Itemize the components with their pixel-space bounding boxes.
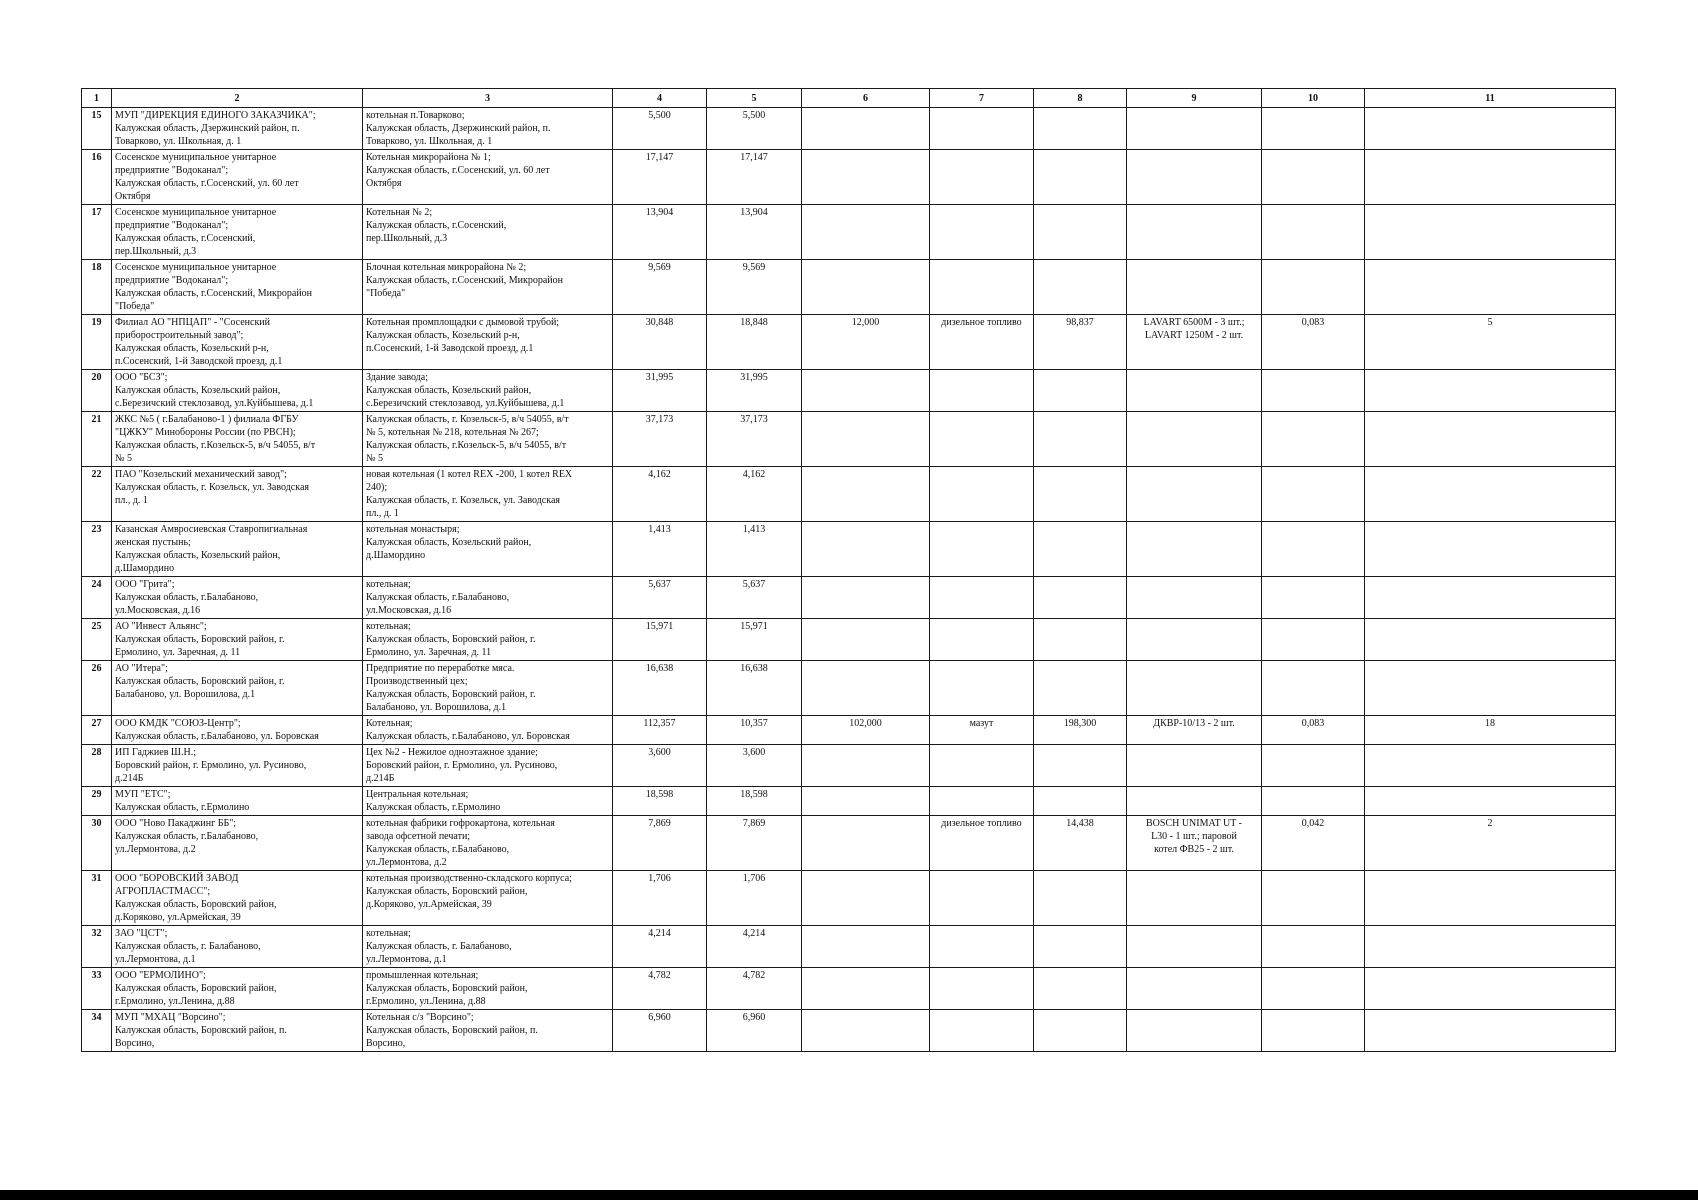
table-row (82, 871, 1616, 926)
table-body (82, 108, 1616, 1052)
row-number: 33 (82, 968, 112, 1010)
organization-cell: МУП "ЕТС"; Калужская область, г.Ермолино (112, 787, 363, 816)
col11-value (1365, 619, 1616, 661)
col6-value (802, 745, 930, 787)
row-number: 16 (82, 150, 112, 205)
col5-value: 13,904 (707, 205, 802, 260)
col10-value (1262, 619, 1365, 661)
facility-cell: котельная; Калужская область, г.Балабаново, ул.Московская, д.16 (363, 577, 613, 619)
table-row (82, 577, 1616, 619)
col10-value (1262, 205, 1365, 260)
facility-cell: промышленная котельная; Калужская область, Боровский район, г.Ермолино, ул.Ленина, д.88 (363, 968, 613, 1010)
col7-value: дизельное топливо (930, 315, 1034, 370)
col10-value (1262, 661, 1365, 716)
col7-value (930, 787, 1034, 816)
row-number: 19 (82, 315, 112, 370)
col5-value: 18,598 (707, 787, 802, 816)
col10-value (1262, 108, 1365, 150)
col9-value (1127, 370, 1262, 412)
col11-value: 18 (1365, 716, 1616, 745)
col9-value: BOSCH UNIMAT UT - L30 - 1 шт.; паровой котел ФВ25 - 2 шт. (1127, 816, 1262, 871)
table-row (82, 205, 1616, 260)
boiler-registry-table (81, 88, 1616, 1052)
col11-value (1365, 871, 1616, 926)
table-row (82, 522, 1616, 577)
col10-value (1262, 1010, 1365, 1052)
col10-value: 0,083 (1262, 315, 1365, 370)
col-header-1: 1 (82, 89, 112, 108)
col5-value: 3,600 (707, 745, 802, 787)
col10-value: 0,042 (1262, 816, 1365, 871)
header-row (82, 89, 1616, 108)
row-number: 23 (82, 522, 112, 577)
col-header-4: 4 (613, 89, 707, 108)
col8-value: 14,438 (1034, 816, 1127, 871)
col11-value: 5 (1365, 315, 1616, 370)
table-row (82, 150, 1616, 205)
col11-value (1365, 522, 1616, 577)
col9-value (1127, 108, 1262, 150)
col8-value (1034, 150, 1127, 205)
table-row (82, 716, 1616, 745)
organization-cell: ООО "БОРОВСКИЙ ЗАВОД АГРОПЛАСТМАСС"; Калужская область, Боровский район, д.Коряково, ул.Армейская, 39 (112, 871, 363, 926)
col10-value (1262, 260, 1365, 315)
row-number: 15 (82, 108, 112, 150)
col5-value: 37,173 (707, 412, 802, 467)
table-row (82, 108, 1616, 150)
scan-edge-bar (0, 1190, 1698, 1200)
col4-value: 9,569 (613, 260, 707, 315)
col4-value: 1,413 (613, 522, 707, 577)
col6-value (802, 412, 930, 467)
col9-value (1127, 926, 1262, 968)
organization-cell: Сосенское муниципальное унитарное предприятие "Водоканал"; Калужская область, г.Сосенский, Микрорайон "Победа" (112, 260, 363, 315)
col6-value (802, 968, 930, 1010)
organization-cell: ООО "БСЗ"; Калужская область, Козельский район, с.Березичский стеклозавод, ул.Куйбышева, д.1 (112, 370, 363, 412)
organization-cell: ИП Гаджиев Ш.Н.; Боровский район, г. Ермолино, ул. Русиново, д.214Б (112, 745, 363, 787)
col5-value: 16,638 (707, 661, 802, 716)
col9-value (1127, 787, 1262, 816)
col9-value (1127, 467, 1262, 522)
col7-value (930, 619, 1034, 661)
row-number: 18 (82, 260, 112, 315)
col10-value (1262, 968, 1365, 1010)
col5-value: 9,569 (707, 260, 802, 315)
col-header-10: 10 (1262, 89, 1365, 108)
row-number: 29 (82, 787, 112, 816)
row-number: 25 (82, 619, 112, 661)
row-number: 17 (82, 205, 112, 260)
table-row (82, 1010, 1616, 1052)
col7-value (930, 577, 1034, 619)
col11-value (1365, 1010, 1616, 1052)
col5-value: 10,357 (707, 716, 802, 745)
col-header-3: 3 (363, 89, 613, 108)
col8-value (1034, 205, 1127, 260)
col8-value (1034, 522, 1127, 577)
col5-value: 6,960 (707, 1010, 802, 1052)
col-header-7: 7 (930, 89, 1034, 108)
col11-value (1365, 968, 1616, 1010)
col6-value (802, 522, 930, 577)
col7-value (930, 108, 1034, 150)
col10-value (1262, 150, 1365, 205)
col5-value: 4,782 (707, 968, 802, 1010)
col9-value (1127, 968, 1262, 1010)
col11-value (1365, 926, 1616, 968)
col10-value (1262, 745, 1365, 787)
col8-value (1034, 745, 1127, 787)
row-number: 26 (82, 661, 112, 716)
row-number: 32 (82, 926, 112, 968)
col6-value (802, 150, 930, 205)
col4-value: 4,214 (613, 926, 707, 968)
col6-value (802, 205, 930, 260)
col4-value: 7,869 (613, 816, 707, 871)
col9-value (1127, 522, 1262, 577)
col6-value (802, 787, 930, 816)
col9-value (1127, 260, 1262, 315)
col9-value (1127, 412, 1262, 467)
col7-value (930, 205, 1034, 260)
row-number: 30 (82, 816, 112, 871)
col5-value: 18,848 (707, 315, 802, 370)
organization-cell: ООО "Грита"; Калужская область, г.Балабаново, ул.Московская, д.16 (112, 577, 363, 619)
col4-value: 30,848 (613, 315, 707, 370)
col10-value: 0,083 (1262, 716, 1365, 745)
row-number: 21 (82, 412, 112, 467)
col5-value: 15,971 (707, 619, 802, 661)
col11-value (1365, 787, 1616, 816)
table-row (82, 968, 1616, 1010)
col11-value (1365, 370, 1616, 412)
col8-value (1034, 260, 1127, 315)
row-number: 28 (82, 745, 112, 787)
organization-cell: Сосенское муниципальное унитарное предприятие "Водоканал"; Калужская область, г.Сосенский, пер.Школьный, д.3 (112, 205, 363, 260)
col8-value (1034, 619, 1127, 661)
facility-cell: Котельная микрорайона № 1; Калужская область, г.Сосенский, ул. 60 лет Октября (363, 150, 613, 205)
col8-value (1034, 871, 1127, 926)
col10-value (1262, 522, 1365, 577)
col4-value: 4,162 (613, 467, 707, 522)
col6-value (802, 467, 930, 522)
col7-value (930, 260, 1034, 315)
col6-value (802, 871, 930, 926)
col7-value (930, 412, 1034, 467)
col7-value: мазут (930, 716, 1034, 745)
col11-value (1365, 577, 1616, 619)
col6-value (802, 370, 930, 412)
col5-value: 4,214 (707, 926, 802, 968)
table-row (82, 661, 1616, 716)
col7-value (930, 467, 1034, 522)
col5-value: 1,706 (707, 871, 802, 926)
col4-value: 31,995 (613, 370, 707, 412)
facility-cell: котельная фабрики гофрокартона, котельная завода офсетной печати; Калужская область, г.Балабаново, ул.Лермонтова, д.2 (363, 816, 613, 871)
facility-cell: котельная; Калужская область, Боровский район, г. Ермолино, ул. Заречная, д. 11 (363, 619, 613, 661)
table-row (82, 745, 1616, 787)
col4-value: 5,637 (613, 577, 707, 619)
col5-value: 17,147 (707, 150, 802, 205)
organization-cell: ЖКС №5 ( г.Балабаново-1 ) филиала ФГБУ "ЦЖКУ" Минобороны России (по РВСН); Калужская область, г.Козельск-5, в/ч 54055, в/т № 5 (112, 412, 363, 467)
col5-value: 31,995 (707, 370, 802, 412)
col-header-6: 6 (802, 89, 930, 108)
col6-value: 102,000 (802, 716, 930, 745)
col9-value (1127, 205, 1262, 260)
col9-value (1127, 745, 1262, 787)
col8-value (1034, 1010, 1127, 1052)
table-row (82, 370, 1616, 412)
col8-value (1034, 108, 1127, 150)
col5-value: 5,637 (707, 577, 802, 619)
col8-value: 198,300 (1034, 716, 1127, 745)
table-row (82, 467, 1616, 522)
row-number: 34 (82, 1010, 112, 1052)
col11-value (1365, 412, 1616, 467)
col10-value (1262, 370, 1365, 412)
col-header-5: 5 (707, 89, 802, 108)
col6-value (802, 926, 930, 968)
col6-value (802, 816, 930, 871)
col4-value: 16,638 (613, 661, 707, 716)
facility-cell: Калужская область, г. Козельск-5, в/ч 54055, в/т № 5, котельная № 218, котельная № 267; Калужская область, г.Козельск-5, в/ч 54055, в/т № 5 (363, 412, 613, 467)
col8-value (1034, 661, 1127, 716)
col7-value (930, 661, 1034, 716)
facility-cell: котельная производственно-складского корпуса; Калужская область, Боровский район, д.Коряково, ул.Армейская, 39 (363, 871, 613, 926)
organization-cell: ООО "ЕРМОЛИНО"; Калужская область, Боровский район, г.Ермолино, ул.Ленина, д.88 (112, 968, 363, 1010)
table-row (82, 787, 1616, 816)
organization-cell: ООО КМДК "СОЮЗ-Центр"; Калужская область, г.Балабаново, ул. Боровская (112, 716, 363, 745)
col4-value: 112,357 (613, 716, 707, 745)
facility-cell: Котельная промплощадки с дымовой трубой; Калужская область, Козельский р-н, п.Сосенский, 1-й Заводской проезд, д.1 (363, 315, 613, 370)
organization-cell: АО "Инвест Альянс"; Калужская область, Боровский район, г. Ермолино, ул. Заречная, д. 11 (112, 619, 363, 661)
col10-value (1262, 577, 1365, 619)
organization-cell: ООО "Ново Пакаджинг ББ"; Калужская область, г.Балабаново, ул.Лермонтова, д.2 (112, 816, 363, 871)
col11-value (1365, 108, 1616, 150)
col10-value (1262, 412, 1365, 467)
col4-value: 6,960 (613, 1010, 707, 1052)
table-row (82, 260, 1616, 315)
col9-value (1127, 577, 1262, 619)
col7-value (930, 926, 1034, 968)
col8-value (1034, 577, 1127, 619)
col7-value (930, 370, 1034, 412)
col10-value (1262, 871, 1365, 926)
organization-cell: МУП "МХАЦ "Ворсино"; Калужская область, Боровский район, п. Ворсино, (112, 1010, 363, 1052)
col8-value (1034, 968, 1127, 1010)
col9-value: ДКВР-10/13 - 2 шт. (1127, 716, 1262, 745)
table-row (82, 926, 1616, 968)
col7-value (930, 522, 1034, 577)
col11-value (1365, 260, 1616, 315)
col10-value (1262, 787, 1365, 816)
col7-value: дизельное топливо (930, 816, 1034, 871)
col7-value (930, 745, 1034, 787)
organization-cell: МУП "ДИРЕКЦИЯ ЕДИНОГО ЗАКАЗЧИКА"; Калужская область, Дзержинский район, п. Товарково, ул. Школьная, д. 1 (112, 108, 363, 150)
col7-value (930, 1010, 1034, 1052)
facility-cell: новая котельная (1 котел REX -200, 1 котел REX 240); Калужская область, г. Козельск, ул. Заводская пл., д. 1 (363, 467, 613, 522)
col4-value: 3,600 (613, 745, 707, 787)
row-number: 24 (82, 577, 112, 619)
facility-cell: котельная монастыря; Калужская область, Козельский район, д.Шамордино (363, 522, 613, 577)
table-row (82, 412, 1616, 467)
facility-cell: Цех №2 - Нежилое одноэтажное здание; Боровский район, г. Ермолино, ул. Русиново, д.214Б (363, 745, 613, 787)
col-header-11: 11 (1365, 89, 1616, 108)
col6-value (802, 108, 930, 150)
col8-value: 98,837 (1034, 315, 1127, 370)
col8-value (1034, 787, 1127, 816)
organization-cell: ПАО "Козельский механический завод"; Калужская область, г. Козельск, ул. Заводская пл., д. 1 (112, 467, 363, 522)
col9-value: LAVART 6500M - 3 шт.; LAVART 1250M - 2 шт. (1127, 315, 1262, 370)
col4-value: 15,971 (613, 619, 707, 661)
col4-value: 1,706 (613, 871, 707, 926)
organization-cell: Сосенское муниципальное унитарное предприятие "Водоканал"; Калужская область, г.Сосенский, ул. 60 лет Октября (112, 150, 363, 205)
col5-value: 7,869 (707, 816, 802, 871)
col6-value (802, 577, 930, 619)
facility-cell: котельная; Калужская область, г. Балабаново, ул.Лермонтова, д.1 (363, 926, 613, 968)
col10-value (1262, 467, 1365, 522)
col11-value: 2 (1365, 816, 1616, 871)
table-row (82, 816, 1616, 871)
col11-value (1365, 467, 1616, 522)
facility-cell: Блочная котельная микрорайона № 2; Калужская область, г.Сосенский, Микрорайон "Победа" (363, 260, 613, 315)
row-number: 27 (82, 716, 112, 745)
col-header-9: 9 (1127, 89, 1262, 108)
row-number: 22 (82, 467, 112, 522)
organization-cell: Филиал АО "НПЦАП" - "Сосенский приборостроительный завод"; Калужская область, Козельский р-н, п.Сосенский, 1-й Заводской проезд, д.1 (112, 315, 363, 370)
facility-cell: Котельная; Калужская область, г.Балабаново, ул. Боровская (363, 716, 613, 745)
col9-value (1127, 1010, 1262, 1052)
facility-cell: Котельная с/з "Ворсино"; Калужская область, Боровский район, п. Ворсино, (363, 1010, 613, 1052)
col4-value: 5,500 (613, 108, 707, 150)
col4-value: 18,598 (613, 787, 707, 816)
col5-value: 1,413 (707, 522, 802, 577)
facility-cell: Здание завода; Калужская область, Козельский район, с.Березичский стеклозавод, ул.Куйбышева, д.1 (363, 370, 613, 412)
col9-value (1127, 150, 1262, 205)
col8-value (1034, 412, 1127, 467)
row-number: 31 (82, 871, 112, 926)
col5-value: 4,162 (707, 467, 802, 522)
col6-value (802, 661, 930, 716)
col6-value: 12,000 (802, 315, 930, 370)
col6-value (802, 260, 930, 315)
col9-value (1127, 619, 1262, 661)
facility-cell: котельная п.Товарково; Калужская область, Дзержинский район, п. Товарково, ул. Школьная, д. 1 (363, 108, 613, 150)
col7-value (930, 150, 1034, 205)
facility-cell: Центральная котельная; Калужская область, г.Ермолино (363, 787, 613, 816)
col5-value: 5,500 (707, 108, 802, 150)
organization-cell: ЗАО "ЦСТ"; Калужская область, г. Балабаново, ул.Лермонтова, д.1 (112, 926, 363, 968)
col11-value (1365, 661, 1616, 716)
col9-value (1127, 661, 1262, 716)
col4-value: 37,173 (613, 412, 707, 467)
col8-value (1034, 926, 1127, 968)
col4-value: 4,782 (613, 968, 707, 1010)
col6-value (802, 619, 930, 661)
col8-value (1034, 467, 1127, 522)
facility-cell: Котельная № 2; Калужская область, г.Сосенский, пер.Школьный, д.3 (363, 205, 613, 260)
col6-value (802, 1010, 930, 1052)
organization-cell: АО "Итера"; Калужская область, Боровский район, г. Балабаново, ул. Ворошилова, д.1 (112, 661, 363, 716)
row-number: 20 (82, 370, 112, 412)
col7-value (930, 968, 1034, 1010)
table-row (82, 315, 1616, 370)
organization-cell: Казанская Амвросиевская Ставропигиальная женская пустынь; Калужская область, Козельский район, д.Шамордино (112, 522, 363, 577)
col11-value (1365, 150, 1616, 205)
col8-value (1034, 370, 1127, 412)
col-header-8: 8 (1034, 89, 1127, 108)
facility-cell: Предприятие по переработке мяса. Производственный цех; Калужская область, Боровский район, г. Балабаново, ул. Ворошилова, д.1 (363, 661, 613, 716)
col11-value (1365, 205, 1616, 260)
table-row (82, 619, 1616, 661)
col9-value (1127, 871, 1262, 926)
col4-value: 13,904 (613, 205, 707, 260)
col10-value (1262, 926, 1365, 968)
col11-value (1365, 745, 1616, 787)
col4-value: 17,147 (613, 150, 707, 205)
col7-value (930, 871, 1034, 926)
col-header-2: 2 (112, 89, 363, 108)
